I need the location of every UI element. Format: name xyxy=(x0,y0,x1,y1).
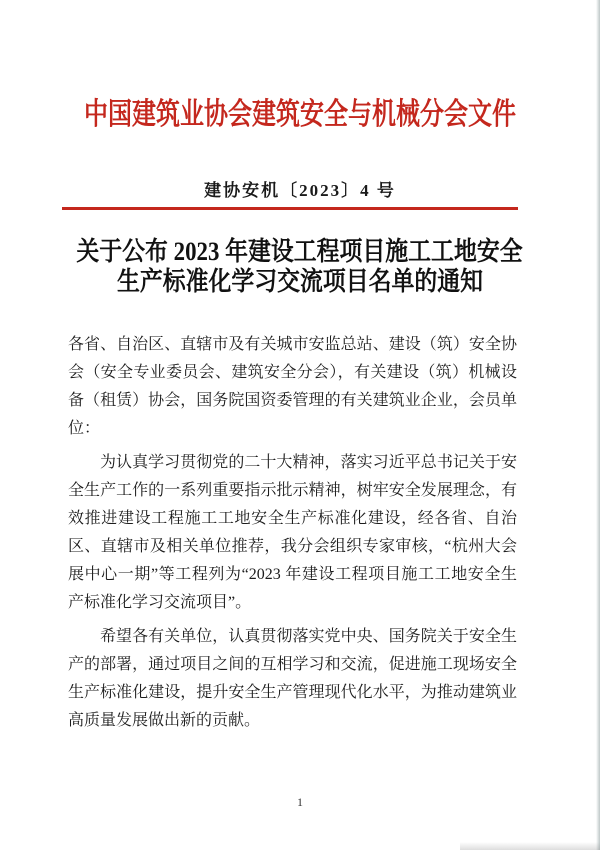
document-title xyxy=(0,237,600,297)
document-title-line-1: 关于公布 2023 年建设工程项目施工工地安全 xyxy=(76,237,524,266)
body-paragraph-expectation: 希望各有关单位，认真贯彻落实党中央、国务院关于安全生产的部署，通过项目之间的互相学习和交流，促进施工现场安全生产标准化建设，提升安全生产管理现代化水平，为推动建筑业高质量发展做出新的贡献。 xyxy=(68,628,517,729)
document-number: 建协安机〔2023〕4 号 xyxy=(204,181,396,200)
document-title-line-2: 生产标准化学习交流项目名单的通知 xyxy=(116,267,484,296)
document-body xyxy=(68,331,517,735)
body-paragraph-announcement: 为认真学习贯彻党的二十大精神，落实习近平总书记关于安全生产工作的一系列重要指示批示精神，树牢安全发展理念，有效推进建设工程施工工地安全生产标准化建设，经各省、自治区、直辖市及相关单位推荐，我分会组织专家审核，“杭州大会展中心一期”等工程列为“2023 年建设工程项目施工工地安全生产标准化学习交流项目”。 xyxy=(68,454,517,611)
scan-smudge-artifact xyxy=(460,842,600,850)
page-number: 1 xyxy=(297,795,303,809)
document-header-title-text: 中国建筑业协会建筑安全与机械分会文件 xyxy=(84,98,516,131)
body-paragraph-recipients: 各省、自治区、直辖市及有关城市安监总站、建设（筑）安全协会（安全专业委员会、建筑安全分会），有关建设（筑）机械设备（租赁）协会，国务院国资委管理的有关建筑业企业，会员单位： xyxy=(68,336,517,437)
document-header-title xyxy=(0,97,600,133)
header-divider-rule xyxy=(62,207,518,210)
